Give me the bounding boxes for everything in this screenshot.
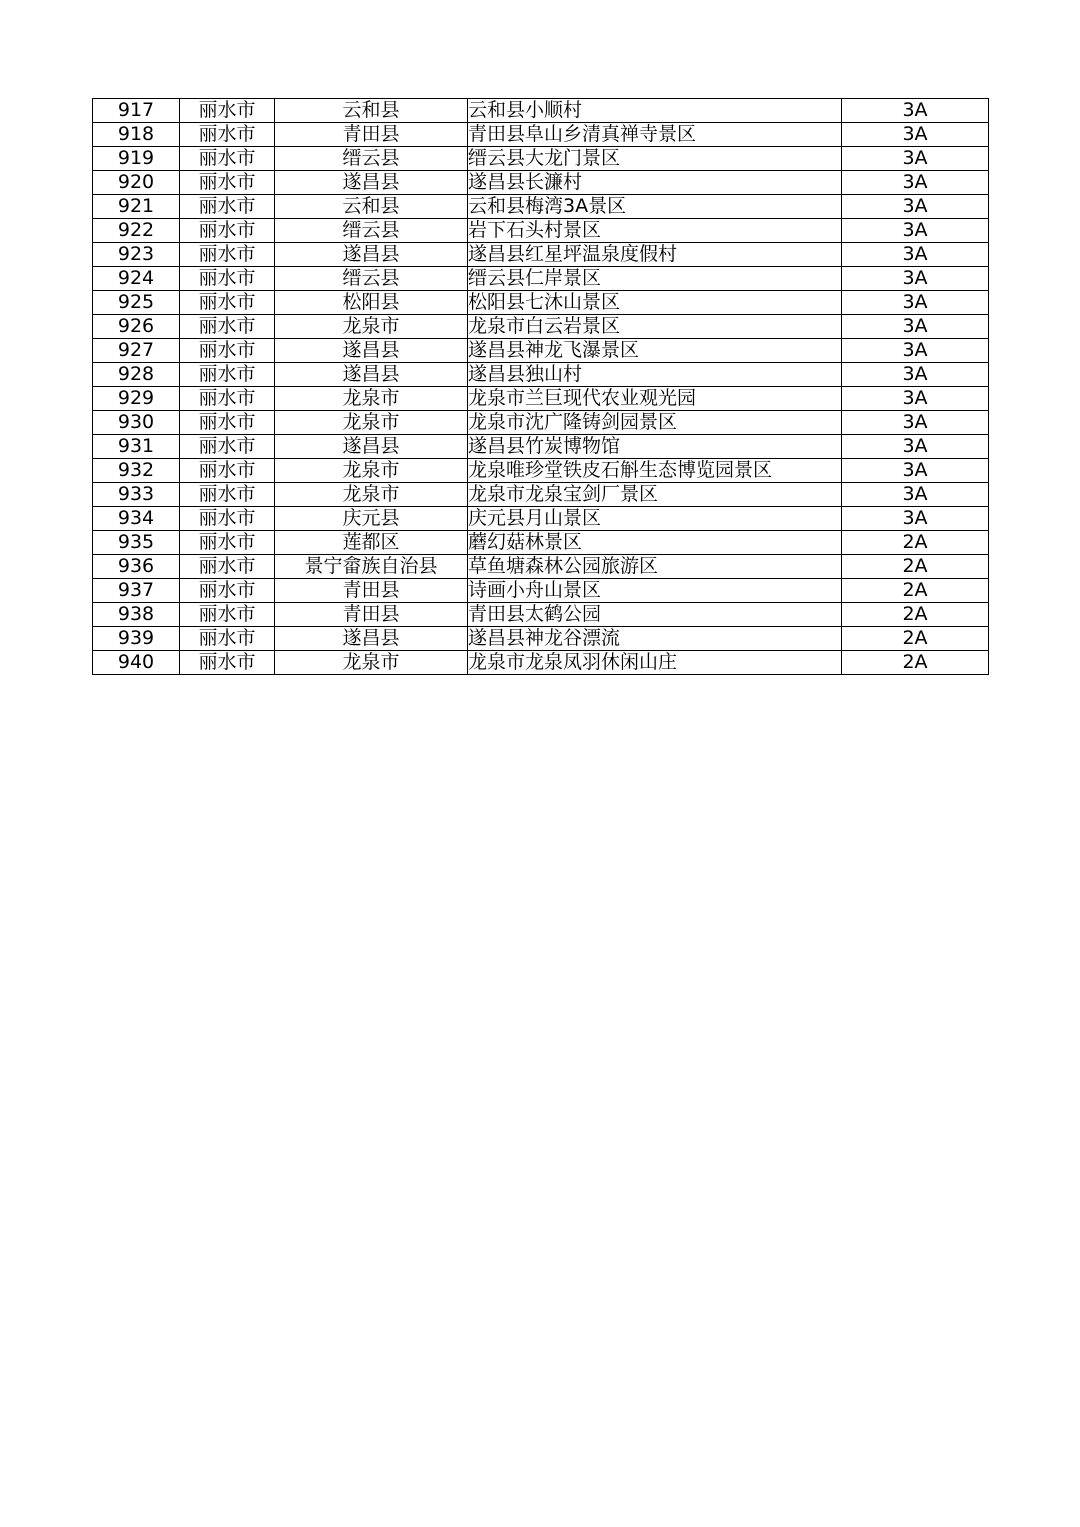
table-row bbox=[93, 411, 989, 435]
row-number: 937 bbox=[93, 579, 180, 603]
scenic-name-cell: 遂昌县独山村 bbox=[468, 363, 842, 387]
grade-cell: 3A bbox=[842, 243, 989, 267]
county-cell: 龙泉市 bbox=[275, 387, 468, 411]
row-number: 934 bbox=[93, 507, 180, 531]
scenic-name-cell: 龙泉市兰巨现代农业观光园 bbox=[468, 387, 842, 411]
county-cell: 云和县 bbox=[275, 195, 468, 219]
city-cell: 丽水市 bbox=[180, 507, 275, 531]
county-cell: 龙泉市 bbox=[275, 483, 468, 507]
row-number: 918 bbox=[93, 123, 180, 147]
city-cell: 丽水市 bbox=[180, 147, 275, 171]
scenic-name-cell: 青田县阜山乡清真禅寺景区 bbox=[468, 123, 842, 147]
grade-cell: 2A bbox=[842, 555, 989, 579]
county-cell: 遂昌县 bbox=[275, 435, 468, 459]
scenic-name-cell: 缙云县大龙门景区 bbox=[468, 147, 842, 171]
county-cell: 缙云县 bbox=[275, 219, 468, 243]
scenic-name-cell: 遂昌县神龙飞瀑景区 bbox=[468, 339, 842, 363]
row-number: 932 bbox=[93, 459, 180, 483]
grade-cell: 3A bbox=[842, 387, 989, 411]
county-cell: 遂昌县 bbox=[275, 339, 468, 363]
city-cell: 丽水市 bbox=[180, 603, 275, 627]
row-number: 919 bbox=[93, 147, 180, 171]
grade-cell: 3A bbox=[842, 315, 989, 339]
row-number: 923 bbox=[93, 243, 180, 267]
city-cell: 丽水市 bbox=[180, 435, 275, 459]
grade-cell: 3A bbox=[842, 459, 989, 483]
county-cell: 缙云县 bbox=[275, 267, 468, 291]
city-cell: 丽水市 bbox=[180, 627, 275, 651]
county-cell: 龙泉市 bbox=[275, 315, 468, 339]
table-row bbox=[93, 99, 989, 123]
scenic-name-cell: 龙泉市龙泉凤羽休闲山庄 bbox=[468, 651, 842, 675]
table-row bbox=[93, 195, 989, 219]
city-cell: 丽水市 bbox=[180, 291, 275, 315]
table-row bbox=[93, 363, 989, 387]
city-cell: 丽水市 bbox=[180, 267, 275, 291]
table-row bbox=[93, 483, 989, 507]
city-cell: 丽水市 bbox=[180, 579, 275, 603]
table-row bbox=[93, 267, 989, 291]
scenic-name-cell: 龙泉市白云岩景区 bbox=[468, 315, 842, 339]
scenic-area-table bbox=[92, 98, 989, 675]
table-row bbox=[93, 531, 989, 555]
city-cell: 丽水市 bbox=[180, 651, 275, 675]
row-number: 920 bbox=[93, 171, 180, 195]
table-row bbox=[93, 555, 989, 579]
row-number: 924 bbox=[93, 267, 180, 291]
county-cell: 遂昌县 bbox=[275, 363, 468, 387]
row-number: 928 bbox=[93, 363, 180, 387]
row-number: 917 bbox=[93, 99, 180, 123]
city-cell: 丽水市 bbox=[180, 243, 275, 267]
scenic-name-cell: 云和县小顺村 bbox=[468, 99, 842, 123]
row-number: 939 bbox=[93, 627, 180, 651]
row-number: 936 bbox=[93, 555, 180, 579]
table-row bbox=[93, 219, 989, 243]
county-cell: 青田县 bbox=[275, 123, 468, 147]
scenic-name-cell: 诗画小舟山景区 bbox=[468, 579, 842, 603]
grade-cell: 3A bbox=[842, 99, 989, 123]
row-number: 931 bbox=[93, 435, 180, 459]
row-number: 926 bbox=[93, 315, 180, 339]
table-row bbox=[93, 603, 989, 627]
scenic-name-cell: 遂昌县红星坪温泉度假村 bbox=[468, 243, 842, 267]
scenic-name-cell: 龙泉唯珍堂铁皮石斛生态博览园景区 bbox=[468, 459, 842, 483]
grade-cell: 3A bbox=[842, 291, 989, 315]
grade-cell: 2A bbox=[842, 651, 989, 675]
table-body bbox=[93, 99, 989, 675]
table-row bbox=[93, 123, 989, 147]
city-cell: 丽水市 bbox=[180, 123, 275, 147]
row-number: 940 bbox=[93, 651, 180, 675]
table-row bbox=[93, 315, 989, 339]
grade-cell: 3A bbox=[842, 219, 989, 243]
table-row bbox=[93, 651, 989, 675]
row-number: 930 bbox=[93, 411, 180, 435]
grade-cell: 3A bbox=[842, 147, 989, 171]
scenic-name-cell: 龙泉市沈广隆铸剑园景区 bbox=[468, 411, 842, 435]
scenic-name-cell: 岩下石头村景区 bbox=[468, 219, 842, 243]
row-number: 933 bbox=[93, 483, 180, 507]
row-number: 925 bbox=[93, 291, 180, 315]
table-row bbox=[93, 627, 989, 651]
grade-cell: 2A bbox=[842, 531, 989, 555]
row-number: 927 bbox=[93, 339, 180, 363]
scenic-name-cell: 龙泉市龙泉宝剑厂景区 bbox=[468, 483, 842, 507]
city-cell: 丽水市 bbox=[180, 459, 275, 483]
grade-cell: 3A bbox=[842, 483, 989, 507]
county-cell: 龙泉市 bbox=[275, 651, 468, 675]
grade-cell: 2A bbox=[842, 603, 989, 627]
county-cell: 庆元县 bbox=[275, 507, 468, 531]
county-cell: 青田县 bbox=[275, 579, 468, 603]
row-number: 929 bbox=[93, 387, 180, 411]
county-cell: 缙云县 bbox=[275, 147, 468, 171]
row-number: 921 bbox=[93, 195, 180, 219]
scenic-name-cell: 云和县梅湾3A景区 bbox=[468, 195, 842, 219]
table-row bbox=[93, 579, 989, 603]
city-cell: 丽水市 bbox=[180, 531, 275, 555]
scenic-name-cell: 松阳县七沐山景区 bbox=[468, 291, 842, 315]
grade-cell: 3A bbox=[842, 411, 989, 435]
scenic-name-cell: 缙云县仁岸景区 bbox=[468, 267, 842, 291]
table-row bbox=[93, 507, 989, 531]
city-cell: 丽水市 bbox=[180, 99, 275, 123]
county-cell: 青田县 bbox=[275, 603, 468, 627]
city-cell: 丽水市 bbox=[180, 195, 275, 219]
row-number: 935 bbox=[93, 531, 180, 555]
table-row bbox=[93, 171, 989, 195]
scenic-name-cell: 青田县太鹤公园 bbox=[468, 603, 842, 627]
county-cell: 莲都区 bbox=[275, 531, 468, 555]
row-number: 922 bbox=[93, 219, 180, 243]
city-cell: 丽水市 bbox=[180, 315, 275, 339]
table-row bbox=[93, 339, 989, 363]
county-cell: 景宁畲族自治县 bbox=[275, 555, 468, 579]
city-cell: 丽水市 bbox=[180, 219, 275, 243]
scenic-name-cell: 蘑幻菇林景区 bbox=[468, 531, 842, 555]
table-row bbox=[93, 243, 989, 267]
scenic-name-cell: 草鱼塘森林公园旅游区 bbox=[468, 555, 842, 579]
county-cell: 龙泉市 bbox=[275, 411, 468, 435]
city-cell: 丽水市 bbox=[180, 555, 275, 579]
scenic-name-cell: 庆元县月山景区 bbox=[468, 507, 842, 531]
county-cell: 遂昌县 bbox=[275, 171, 468, 195]
grade-cell: 3A bbox=[842, 267, 989, 291]
grade-cell: 3A bbox=[842, 339, 989, 363]
grade-cell: 3A bbox=[842, 507, 989, 531]
table-row bbox=[93, 459, 989, 483]
city-cell: 丽水市 bbox=[180, 387, 275, 411]
county-cell: 龙泉市 bbox=[275, 459, 468, 483]
table-row bbox=[93, 147, 989, 171]
grade-cell: 3A bbox=[842, 363, 989, 387]
scenic-name-cell: 遂昌县长濂村 bbox=[468, 171, 842, 195]
county-cell: 云和县 bbox=[275, 99, 468, 123]
county-cell: 遂昌县 bbox=[275, 627, 468, 651]
city-cell: 丽水市 bbox=[180, 171, 275, 195]
grade-cell: 3A bbox=[842, 171, 989, 195]
grade-cell: 3A bbox=[842, 123, 989, 147]
county-cell: 松阳县 bbox=[275, 291, 468, 315]
scenic-name-cell: 遂昌县竹炭博物馆 bbox=[468, 435, 842, 459]
grade-cell: 2A bbox=[842, 627, 989, 651]
city-cell: 丽水市 bbox=[180, 363, 275, 387]
table-row bbox=[93, 387, 989, 411]
city-cell: 丽水市 bbox=[180, 411, 275, 435]
grade-cell: 3A bbox=[842, 435, 989, 459]
scenic-name-cell: 遂昌县神龙谷漂流 bbox=[468, 627, 842, 651]
grade-cell: 3A bbox=[842, 195, 989, 219]
county-cell: 遂昌县 bbox=[275, 243, 468, 267]
row-number: 938 bbox=[93, 603, 180, 627]
grade-cell: 2A bbox=[842, 579, 989, 603]
table-row bbox=[93, 291, 989, 315]
city-cell: 丽水市 bbox=[180, 339, 275, 363]
table-row bbox=[93, 435, 989, 459]
city-cell: 丽水市 bbox=[180, 483, 275, 507]
